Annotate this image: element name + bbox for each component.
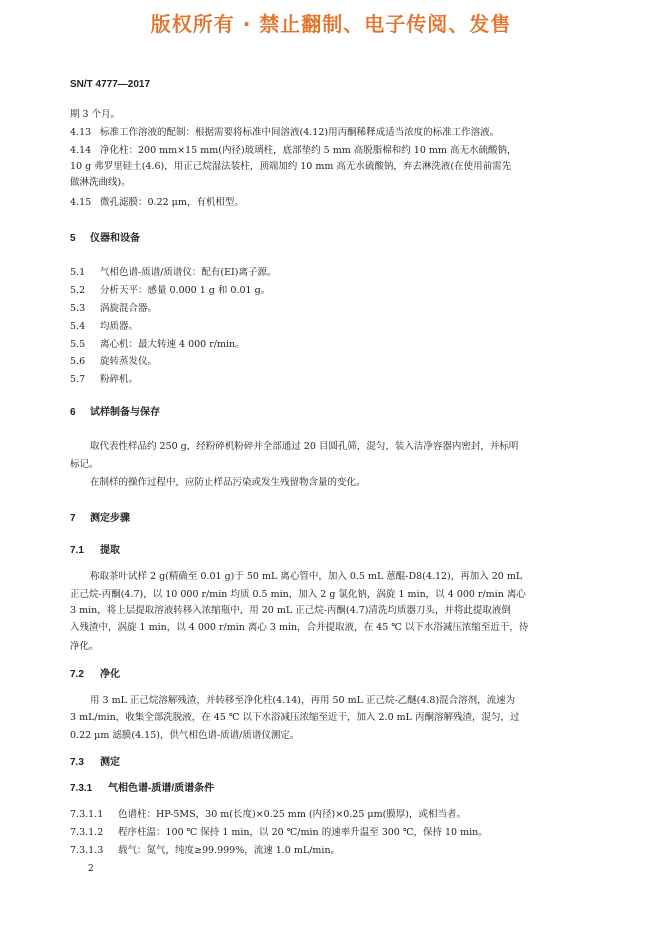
text-line: 3 min，将上层提取溶液转移入浓缩瓶中，用 20 mL 正己烷-丙酮(4.7)清洗均质器刀头，并将此提取液倒 [70, 605, 511, 616]
clause-5-1 [70, 266, 277, 280]
clause-text: 净化柱：200 mm×15 mm(内径)玻璃柱，底部垫约 5 mm 高脱脂棉和约 10 mm 高无水硫酸钠， [100, 145, 517, 156]
heading-number: 7.3.1 [70, 783, 93, 794]
clause-text: 程序柱温：100 ℃ 保持 1 min，以 20 ℃/min 的速率升温至 300 ℃，保持 10 min。 [118, 827, 488, 838]
clause-4-15 [70, 196, 244, 210]
clause-5-6 [70, 355, 157, 369]
text-line: 做淋洗曲线)。 [70, 177, 131, 188]
clause-text: 均质器。 [100, 321, 139, 332]
heading-text: 净化 [100, 669, 120, 680]
heading-number: 6 [70, 407, 76, 418]
section-heading-7-3-1 [70, 782, 214, 796]
section-heading-5 [70, 232, 140, 246]
clause-number: 5.2 [70, 285, 86, 296]
clause-number: 5.3 [70, 303, 86, 314]
section-heading-6 [70, 406, 160, 420]
clause-4-14 [70, 144, 516, 158]
text-line: 称取茶叶试样 2 g(精确至 0.01 g)于 50 mL 离心管中，加入 0.5 mL 蒽醌-D8(4.12)，再加入 20 mL [90, 571, 523, 582]
text-line: 10 g 弗罗里硅土(4.6)，用正己烷湿法装柱，顶端加约 10 mm 高无水硫酸钠，弃去淋洗液(在使用前需先 [70, 161, 512, 172]
section-heading-7-2 [70, 668, 120, 682]
section-heading-7 [70, 512, 130, 526]
clause-text: 旋转蒸发仪。 [100, 356, 158, 367]
heading-text: 测定步骤 [90, 513, 130, 524]
clause-5-3 [70, 302, 157, 316]
clause-5-4 [70, 320, 138, 334]
section-heading-7-1 [70, 544, 120, 558]
text-line: 用 3 mL 正己烷溶解残渣，并转移至净化柱(4.14)，再用 50 mL 正己烷-乙醚(4.8)混合溶剂，流速为 [90, 695, 516, 706]
clause-number: 7.3.1.2 [70, 827, 104, 838]
clause-text: 分析天平：感量 0.000 1 g 和 0.01 g。 [100, 285, 271, 296]
heading-text: 仪器和设备 [90, 233, 140, 244]
clause-text: 气相色谱-质谱/质谱仪：配有(EI)离子源。 [100, 267, 277, 278]
clause-number: 5.4 [70, 321, 86, 332]
clause-number: 5.6 [70, 356, 86, 367]
text-line: 3 mL/min，收集全部洗脱液，在 45 ℃ 以下水浴减压浓缩至近干，加入 2.0 mL 丙酮溶解残渣，混匀，过 [70, 712, 520, 723]
heading-number: 5 [70, 233, 76, 244]
clause-number: 7.3.1.3 [70, 845, 104, 856]
text-line: 正己烷-丙酮(4.7)，以 10 000 r/min 均质 0.5 min，加入 2 g 氯化钠，涡旋 1 min，以 4 000 r/min 离心 [70, 589, 526, 600]
clause-text: 色谱柱：HP-5MS，30 m(长度)×0.25 mm (内径)×0.25 μm(膜厚)，或相当者。 [118, 809, 466, 820]
clause-text: 离心机：最大转速 4 000 r/min。 [100, 339, 245, 350]
heading-number: 7.1 [70, 545, 84, 556]
clause-number: 5.5 [70, 339, 86, 350]
clause-4-13 [70, 126, 499, 140]
clause-text: 载气：氮气，纯度≥99.999%，流速 1.0 mL/min。 [118, 845, 341, 856]
clause-number: 7.3.1.1 [70, 809, 104, 820]
clause-text: 粉碎机。 [100, 374, 139, 385]
heading-number: 7.2 [70, 669, 84, 680]
clause-7-3-1-3 [70, 844, 340, 858]
clause-number: 5.7 [70, 374, 86, 385]
heading-number: 7.3 [70, 757, 84, 768]
clause-5-7 [70, 373, 138, 387]
watermark-banner: 版权所有 · 禁止翻制、电子传阅、发售 [150, 12, 512, 36]
clause-7-3-1-1 [70, 808, 466, 822]
standard-code: SN/T 4777—2017 [70, 79, 151, 90]
text-line: 0.22 μm 滤膜(4.15)，供气相色谱-质谱/质谱仪测定。 [70, 730, 300, 741]
text-line: 入残渣中，涡旋 1 min，以 4 000 r/min 离心 3 min，合并提取液，在 45 ℃ 以下水浴减压浓缩至近干，待 [70, 622, 529, 633]
clause-text: 涡旋混合器。 [100, 303, 158, 314]
text-line: 期 3 个月。 [70, 109, 121, 120]
section-heading-7-3 [70, 756, 120, 770]
clause-7-3-1-2 [70, 826, 488, 840]
heading-text: 测定 [100, 757, 120, 768]
heading-text: 提取 [100, 545, 120, 556]
heading-number: 7 [70, 513, 76, 524]
clause-5-5 [70, 338, 245, 352]
clause-number: 4.13 [70, 127, 92, 138]
clause-5-2 [70, 284, 270, 298]
clause-number: 5.1 [70, 267, 86, 278]
clause-text: 微孔滤膜：0.22 μm，有机相型。 [100, 197, 244, 208]
text-line: 在制样的操作过程中，应防止样品污染或发生残留物含量的变化。 [90, 477, 366, 488]
text-line: 净化。 [70, 641, 99, 652]
clause-number: 4.15 [70, 197, 92, 208]
text-line: 标记。 [70, 459, 99, 470]
clause-number: 4.14 [70, 145, 92, 156]
clause-text: 标准工作溶液的配制：根据需要将标准中间溶液(4.12)用丙酮稀释成适当浓度的标准工作溶液。 [100, 127, 500, 138]
heading-text: 气相色谱-质谱/质谱条件 [108, 783, 215, 794]
heading-text: 试样制备与保存 [90, 407, 160, 418]
text-line: 取代表性样品约 250 g，经粉碎机粉碎并全部通过 20 目圆孔筛，混匀，装入洁净容器内密封，并标明 [90, 441, 519, 452]
page-number: 2 [88, 864, 94, 874]
